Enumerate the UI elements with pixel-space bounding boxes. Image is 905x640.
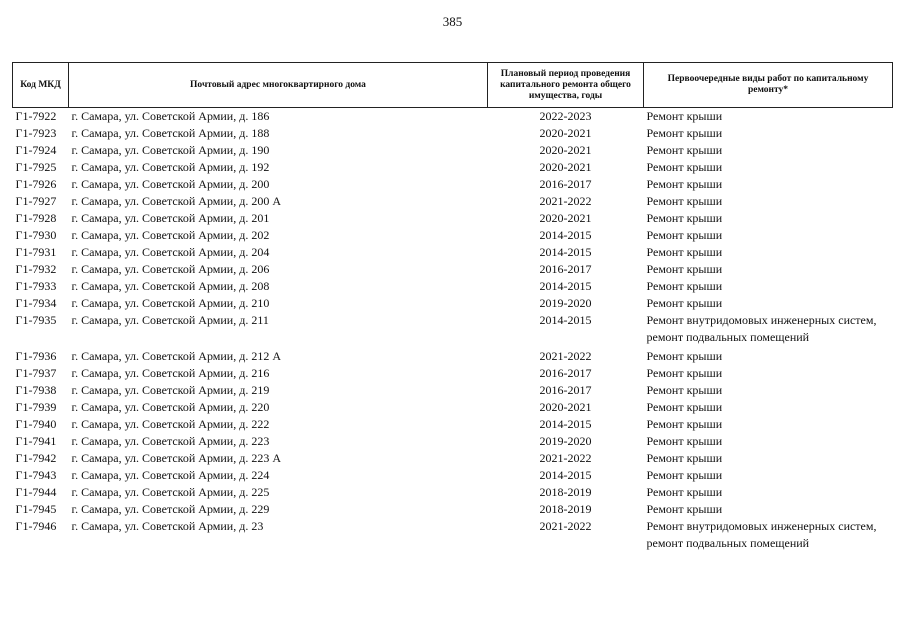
- cell-period: 2020-2021: [539, 143, 592, 157]
- cell-code: Г1-7924: [15, 143, 57, 157]
- cell-period: 2018-2019: [539, 485, 592, 499]
- cell-works: Ремонт крыши: [646, 279, 723, 293]
- table-row: [13, 450, 893, 467]
- cell-address: г. Самара, ул. Советской Армии, д. 200 А: [71, 194, 282, 208]
- cell-works: Ремонт внутридомовых инженерных систем, ремонт подвальных помещений: [646, 519, 877, 550]
- cell-works: Ремонт крыши: [646, 194, 723, 208]
- cell-period: 2014-2015: [539, 417, 592, 431]
- table-body: [13, 108, 893, 555]
- cell-works: Ремонт крыши: [646, 262, 723, 276]
- cell-works: Ремонт крыши: [646, 296, 723, 310]
- cell-period: 2021-2022: [539, 194, 592, 208]
- cell-address: г. Самара, ул. Советской Армии, д. 202: [71, 228, 270, 242]
- cell-code: Г1-7930: [15, 228, 57, 242]
- cell-works: Ремонт крыши: [646, 349, 723, 363]
- cell-address: г. Самара, ул. Советской Армии, д. 225: [71, 485, 270, 499]
- cell-period: 2020-2021: [539, 400, 592, 414]
- cell-code: Г1-7937: [15, 366, 57, 380]
- cell-works: Ремонт крыши: [646, 160, 723, 174]
- cell-period: 2014-2015: [539, 313, 592, 327]
- cell-address: г. Самара, ул. Советской Армии, д. 222: [71, 417, 270, 431]
- cell-code: Г1-7936: [15, 349, 57, 363]
- table-row: [13, 193, 893, 210]
- cell-period: 2018-2019: [539, 502, 592, 516]
- table-row: [13, 365, 893, 382]
- table-row: [13, 278, 893, 295]
- cell-period: 2014-2015: [539, 279, 592, 293]
- cell-period: 2016-2017: [539, 366, 592, 380]
- cell-period: 2021-2022: [539, 519, 592, 533]
- cell-works: Ремонт крыши: [646, 228, 723, 242]
- cell-address: г. Самара, ул. Советской Армии, д. 211: [71, 313, 269, 327]
- cell-address: г. Самара, ул. Советской Армии, д. 204: [71, 245, 270, 259]
- header-address: Почтовый адрес многоквартирного дома: [69, 63, 488, 108]
- cell-code: Г1-7927: [15, 194, 57, 208]
- cell-period: 2020-2021: [539, 211, 592, 225]
- table-row: [13, 501, 893, 518]
- cell-works: Ремонт крыши: [646, 451, 723, 465]
- cell-address: г. Самара, ул. Советской Армии, д. 223 А: [71, 451, 282, 465]
- table-row: [13, 159, 893, 176]
- table-row: [13, 125, 893, 142]
- cell-works: Ремонт крыши: [646, 211, 723, 225]
- cell-period: 2022-2023: [539, 109, 592, 123]
- cell-address: г. Самара, ул. Советской Армии, д. 186: [71, 109, 270, 123]
- cell-works: Ремонт внутридомовых инженерных систем, ремонт подвальных помещений: [646, 313, 877, 344]
- table-row: [13, 467, 893, 484]
- cell-works: Ремонт крыши: [646, 126, 723, 140]
- cell-address: г. Самара, ул. Советской Армии, д. 224: [71, 468, 270, 482]
- cell-works: Ремонт крыши: [646, 468, 723, 482]
- cell-code: Г1-7946: [15, 519, 57, 533]
- cell-works: Ремонт крыши: [646, 417, 723, 431]
- cell-address: г. Самара, ул. Советской Армии, д. 208: [71, 279, 270, 293]
- table-row: [13, 142, 893, 159]
- cell-address: г. Самара, ул. Советской Армии, д. 201: [71, 211, 270, 225]
- cell-works: Ремонт крыши: [646, 109, 723, 123]
- page-number: 385: [442, 14, 463, 29]
- cell-period: 2021-2022: [539, 451, 592, 465]
- cell-address: г. Самара, ул. Советской Армии, д. 23: [71, 519, 264, 533]
- cell-period: 2019-2020: [539, 434, 592, 448]
- cell-address: г. Самара, ул. Советской Армии, д. 219: [71, 383, 270, 397]
- cell-period: 2019-2020: [539, 296, 592, 310]
- table-row: [13, 312, 893, 348]
- cell-address: г. Самара, ул. Советской Армии, д. 212 А: [71, 349, 282, 363]
- table-row: [13, 416, 893, 433]
- repair-schedule-table: [12, 62, 893, 554]
- cell-works: Ремонт крыши: [646, 502, 723, 516]
- cell-works: Ремонт крыши: [646, 143, 723, 157]
- cell-code: Г1-7938: [15, 383, 57, 397]
- cell-code: Г1-7926: [15, 177, 57, 191]
- cell-works: Ремонт крыши: [646, 485, 723, 499]
- table-row: [13, 295, 893, 312]
- table-row: [13, 518, 893, 554]
- cell-address: г. Самара, ул. Советской Армии, д. 220: [71, 400, 270, 414]
- cell-code: Г1-7923: [15, 126, 57, 140]
- cell-code: Г1-7943: [15, 468, 57, 482]
- header-code: Код МКД: [13, 63, 69, 108]
- table-row: [13, 176, 893, 193]
- cell-code: Г1-7932: [15, 262, 57, 276]
- cell-code: Г1-7944: [15, 485, 57, 499]
- cell-code: Г1-7942: [15, 451, 57, 465]
- header-works: Первоочередные виды работ по капитальному ремонту*: [644, 63, 893, 108]
- table-header: [13, 63, 893, 108]
- table-row: [13, 484, 893, 501]
- cell-code: Г1-7933: [15, 279, 57, 293]
- table-row: [13, 382, 893, 399]
- cell-address: г. Самара, ул. Советской Армии, д. 229: [71, 502, 270, 516]
- cell-address: г. Самара, ул. Советской Армии, д. 210: [71, 296, 270, 310]
- cell-address: г. Самара, ул. Советской Армии, д. 206: [71, 262, 270, 276]
- cell-code: Г1-7941: [15, 434, 57, 448]
- cell-code: Г1-7935: [15, 313, 57, 327]
- cell-period: 2016-2017: [539, 383, 592, 397]
- cell-works: Ремонт крыши: [646, 383, 723, 397]
- cell-code: Г1-7940: [15, 417, 57, 431]
- cell-works: Ремонт крыши: [646, 245, 723, 259]
- cell-address: г. Самара, ул. Советской Армии, д. 223: [71, 434, 270, 448]
- cell-works: Ремонт крыши: [646, 177, 723, 191]
- table-row: [13, 433, 893, 450]
- cell-period: 2014-2015: [539, 468, 592, 482]
- cell-period: 2020-2021: [539, 126, 592, 140]
- cell-code: Г1-7939: [15, 400, 57, 414]
- cell-address: г. Самара, ул. Советской Армии, д. 192: [71, 160, 270, 174]
- table-row: [13, 227, 893, 244]
- header-period: Плановый период проведения капитального ремонта общего имущества, годы: [488, 63, 644, 108]
- cell-code: Г1-7931: [15, 245, 57, 259]
- cell-code: Г1-7934: [15, 296, 57, 310]
- cell-period: 2021-2022: [539, 349, 592, 363]
- cell-address: г. Самара, ул. Советской Армии, д. 216: [71, 366, 270, 380]
- table-row: [13, 261, 893, 278]
- cell-period: 2014-2015: [539, 228, 592, 242]
- table-row: [13, 348, 893, 365]
- cell-works: Ремонт крыши: [646, 400, 723, 414]
- cell-code: Г1-7928: [15, 211, 57, 225]
- table-row: [13, 210, 893, 227]
- cell-period: 2016-2017: [539, 177, 592, 191]
- cell-period: 2016-2017: [539, 262, 592, 276]
- table-row: [13, 108, 893, 126]
- cell-works: Ремонт крыши: [646, 366, 723, 380]
- table-row: [13, 244, 893, 261]
- cell-code: Г1-7922: [15, 109, 57, 123]
- cell-works: Ремонт крыши: [646, 434, 723, 448]
- table-row: [13, 399, 893, 416]
- cell-address: г. Самара, ул. Советской Армии, д. 200: [71, 177, 270, 191]
- cell-code: Г1-7925: [15, 160, 57, 174]
- cell-period: 2014-2015: [539, 245, 592, 259]
- cell-period: 2020-2021: [539, 160, 592, 174]
- cell-address: г. Самара, ул. Советской Армии, д. 188: [71, 126, 270, 140]
- cell-code: Г1-7945: [15, 502, 57, 516]
- cell-address: г. Самара, ул. Советской Армии, д. 190: [71, 143, 270, 157]
